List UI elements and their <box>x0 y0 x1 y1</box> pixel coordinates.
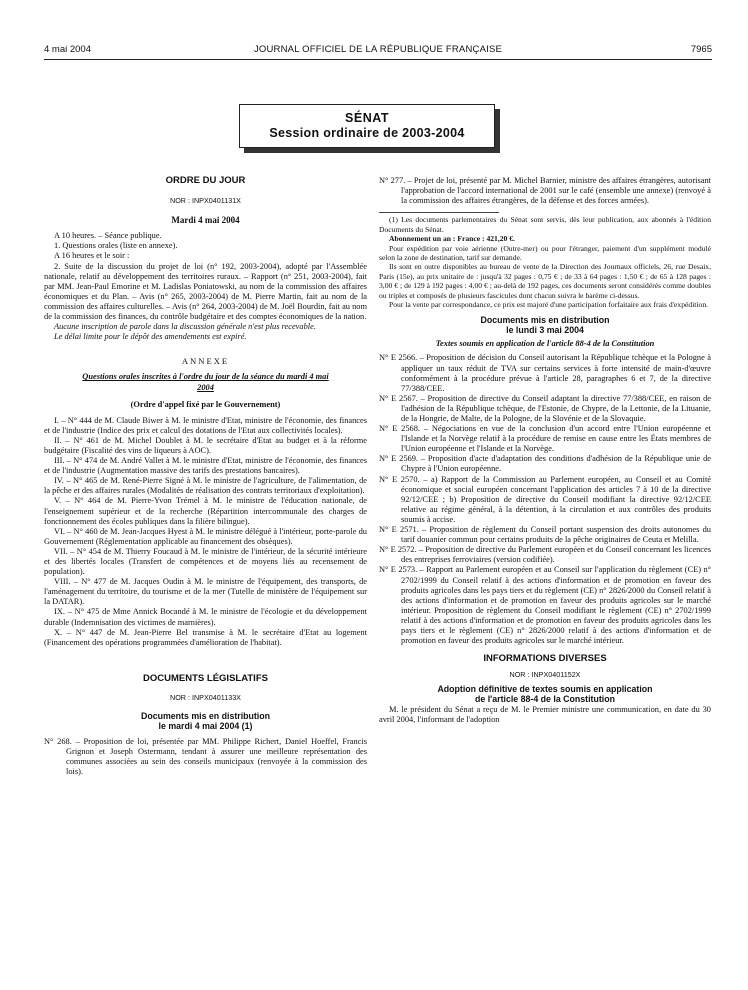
documents-subheading-1: Documents mis en distribution <box>140 711 271 722</box>
footnote-line: (1) Les documents parlementaires du Sénat sont servis, dès leur publication, aux abonnés à l'édition Documents du Sénat. <box>379 215 711 234</box>
question-item: III. – N° 474 de M. André Vallet à M. le ministre d'Etat, ministre de l'économie, des finances et de l'industrie (Augmentation massive des tarifs des prestations bancaires). <box>44 456 367 476</box>
document-item: N° E 2567. – Proposition de directive du Conseil adaptant la directive 77/388/CEE, en raison de l'adhésion de la République tchèque, de l'Estonie, de Chypre, de la Lettonie, de la Lituanie, de la Hongrie, de Malte, de la Pologne, de la Slovénie et de la Slovaquie. <box>379 393 711 423</box>
question-item: VII. – N° 454 de M. Thierry Foucaud à M. le ministre de l'intérieur, de la sécurité intérieure et des libertés locales (Transfert de compétences et de moyens liés au recensement de population). <box>44 546 367 577</box>
documents-subheading-2: le mardi 4 mai 2004 (1) <box>158 721 253 732</box>
line-16h: A 16 heures et le soir : <box>54 251 130 261</box>
question-item: I. – N° 444 de M. Claude Biwer à M. le ministre d'Etat, ministre de l'économie, des finances et de l'industrie (Indice des prix et calcul des dotations de l'Etat aux collectivités locales). <box>44 415 367 435</box>
document-item: N° E 2573. – Rapport au Parlement européen et au Conseil sur l'application du règlement (CE) n° 2702/1999 du Conseil relatif à des actions d'information et de promotion en faveur des produits agricoles dans les pays tiers et du règlement (CE) n° 2826/2000 du Conseil relatif à des actions d'information et de promotion en faveur des produits agricoles sur le marché intérieur. Proposition de règlement du Conseil modifiant le règlement (CE) n° 2702/1999 relatif à des actions d'information et de promotion en faveur des produits agricoles dans les pays tiers et le règlement (CE) n° 2826/2000 relatif à des actions d'information et de promotion en faveur des produits agricoles sur le marché intérieur. <box>379 565 711 646</box>
document-item: N° E 2572. – Proposition de directive du Parlement européen et du Conseil concernant les licences des entreprises ferroviaires (version codifiée). <box>379 545 711 565</box>
document-item: N° E 2571. – Proposition de règlement du Conseil portant suspension des droits autonomes du tarif douanier commun pour certains produits de la pêche originaires de Ceuta et Melilla. <box>379 525 711 545</box>
adoption-heading-2: de l'article 88-4 de la Constitution <box>475 694 615 705</box>
journal-title: JOURNAL OFFICIEL DE LA RÉPUBLIQUE FRANÇAISE <box>253 44 503 55</box>
line-discussion: 2. Suite de la discussion du projet de loi (n° 192, 2003-2004), adopté par l'Assemblée nationale, relatif au développement des territoires ruraux. – Rapport (n° 251, 2003-2004), fait par MM. Jean-Paul Emorine et M. Ladislas Poniatowski, au nom de la commission des affaires économiques et du Plan. – Avis (n° 265, 2003-2004) de M. Pierre Martin, fait au nom de la commission des affaires culturelles. – Avis (n° 264, 2003-2004) de M. Joël Bourdin, fait au nom de la commission des finances, du contrôle budgétaire et des comptes économiques de la nation. <box>44 261 367 322</box>
footnote-rule <box>379 212 499 213</box>
left-column <box>44 176 367 777</box>
footnote-line: Pour la vente par correspondance, ce prix est majoré d'une participation forfaitaire aux frais d'expédition. <box>389 299 709 309</box>
session-title: Session ordinaire de 2003-2004 <box>269 126 465 140</box>
documents-list <box>379 353 711 646</box>
annexe-order: (Ordre d'appel fixé par le Gouvernement) <box>130 399 281 409</box>
documents-nor: NOR : INPX0401133X <box>170 692 241 702</box>
line-delai: Le délai limite pour le dépôt des amendements est expiré. <box>54 332 247 342</box>
page-number: 7965 <box>690 44 712 55</box>
line-10h: A 10 heures. – Séance publique. <box>54 231 162 241</box>
question-item: VI. – N° 460 de M. Jean-Jacques Hyest à M. le ministre délégué à l'intérieur, porte-parole du Gouvernement (Réglementation applicable au financement des obsèques). <box>44 526 367 546</box>
footnote <box>379 215 711 309</box>
question-item: V. – N° 464 de M. Pierre-Yvon Trémel à M. le ministre de l'éducation nationale, de l'enseignement supérieur et de la recherche (Répartition intercommunale des charges de fonctionnement des écoles publiques dans la filière bilingue). <box>44 496 367 526</box>
document-n277: N° 277. – Projet de loi, présenté par M. Michel Barnier, ministre des affaires étrangères, autorisant l'approbation de l'accord international de 2001 sur le café (ensemble une annexe) (renvoyé à la commission des affaires étrangères, de la défense et des forces armées). <box>379 176 711 206</box>
question-item: II. – N° 461 de M. Michel Doublet à M. le secrétaire d'Etat au budget et à la réforme budgétaire (Fiscalité des vins de liqueurs à AOC). <box>44 435 367 455</box>
question-item: IX. – N° 475 de Mme Annick Bocandé à M. le ministre de l'écologie et du développement durable (Indemnisation des victimes de marnières). <box>44 607 367 627</box>
distribution-heading-2: le lundi 3 mai 2004 <box>506 325 584 336</box>
header-date: 4 mai 2004 <box>44 44 92 55</box>
header-rule <box>44 59 712 60</box>
senat-title: SÉNAT <box>345 111 389 125</box>
right-column <box>379 176 711 726</box>
senat-title-box <box>239 104 495 148</box>
annexe-subtitle: Questions orales inscrites à l'ordre du jour de la séance du mardi 4 mai 2004 <box>82 372 329 392</box>
document-item: N° E 2566. – Proposition de décision du Conseil autorisant la République tchèque et la Pologne à appliquer un taux réduit de TVA sur certains services à forte intensité de main-d'œuvre conformément à la procédure prévue à l'article 28, paragraphes 6 et 7, de la directive 77/388/CEE. <box>379 353 711 393</box>
distribution-heading-1: Documents mis en distribution <box>480 315 610 326</box>
ordre-du-jour-heading: ORDRE DU JOUR <box>165 175 246 186</box>
question-item: VIII. – N° 477 de M. Jacques Oudin à M. le ministre de l'équipement, des transports, de l'aménagement du territoire, du tourisme et de la mer (Tutelle de ministère de l'équipement sur la DATAR). <box>44 577 367 607</box>
informations-nor: NOR : INPX0401152X <box>509 670 581 680</box>
adoption-text: M. le président du Sénat a reçu de M. le Premier ministre une communication, en date du 30 avril 2004, l'informant de l'adoption <box>379 705 711 725</box>
document-n268: N° 268. – Proposition de loi, présentée par MM. Philippe Richert, Daniel Hoeffel, Francis Grignon et Joseph Ostermann, tendant à assurer une meilleure représentation des communes associées au sein des conseils municipaux (renvoyée à la commission des lois). <box>44 737 367 777</box>
ordre-nor: NOR : INPX0401131X <box>170 196 241 206</box>
footnote-line: Pour expédition par voie aérienne (Outre-mer) ou pour l'étranger, paiement d'un supplément modulé selon la zone de destination, tarif sur demande. <box>379 243 711 262</box>
document-item: N° E 2568. – Négociations en vue de la conclusion d'un accord entre l'Union européenne et l'Islande et la Norvège relatif à la procédure de remise en cause entre les États membres de l'Union européenne et l'Islande et la Norvège. <box>379 424 711 454</box>
document-item: N° E 2570. – a) Rapport de la Commission au Parlement européen, au Conseil et au Comité économique et social européen concernant l'application des articles 7 à 10 de la directive 92/12/CEE ; b) Proposition de directive du Conseil modifiant la directive 92/12/CEE relative au régime général, à la détention, à la circulation et aux contrôles des produits soumis à accise. <box>379 474 711 524</box>
page-header <box>44 44 712 60</box>
footnote-abonnement: Abonnement un an : France : 421,20 €. <box>389 234 515 244</box>
line-questions: 1. Questions orales (liste en annexe). <box>54 241 178 251</box>
line-inscription: Aucune inscription de parole dans la discussion générale n'est plus recevable. <box>54 322 316 332</box>
question-item: X. – N° 447 de M. Jean-Pierre Bel transmise à M. le secrétaire d'Etat au logement (Financement des opérations programmées d'amélioration de l'habitat). <box>44 627 367 647</box>
mardi-heading: Mardi 4 mai 2004 <box>171 215 240 226</box>
textes-88-4: Textes soumis en application de l'article 88-4 de la Constitution <box>435 339 655 349</box>
document-item: N° E 2569. – Proposition d'acte d'adaptation des conditions d'adhésion de la République unie de Chypre à l'Union européenne. <box>379 454 711 474</box>
footnote-line: Ils sont en outre disponibles au bureau de vente de la Direction des Journaux officiels, 26, rue Desaix, Paris (15e), au prix unitaire de : jusqu'à 32 pages : 0,75 € ; de 33 à 64 pages : 1,50 € ; de 65 à 128 pages : 3,00 € ; de 129 à 192 pages : 4,00 € ; au-delà de 192 pages, ces documents seront considérés comme doubles ou triples et composés de plusieurs fascicules dont chacun suivra le barème ci-dessus. <box>379 262 711 300</box>
questions-list <box>44 416 367 648</box>
adoption-heading-1: Adoption définitive de textes soumis en application <box>437 684 653 695</box>
question-item: IV. – N° 465 de M. René-Pierre Signé à M. le ministre de l'agriculture, de l'alimentation, de la pêche et des affaires rurales (Modalités de réalisation des contrats territoriaux d'exploitation). <box>44 476 367 496</box>
documents-legislatifs-heading: DOCUMENTS LÉGISLATIFS <box>143 672 268 684</box>
annexe-heading: ANNEXE <box>181 356 230 367</box>
informations-diverses-heading: INFORMATIONS DIVERSES <box>483 653 607 665</box>
